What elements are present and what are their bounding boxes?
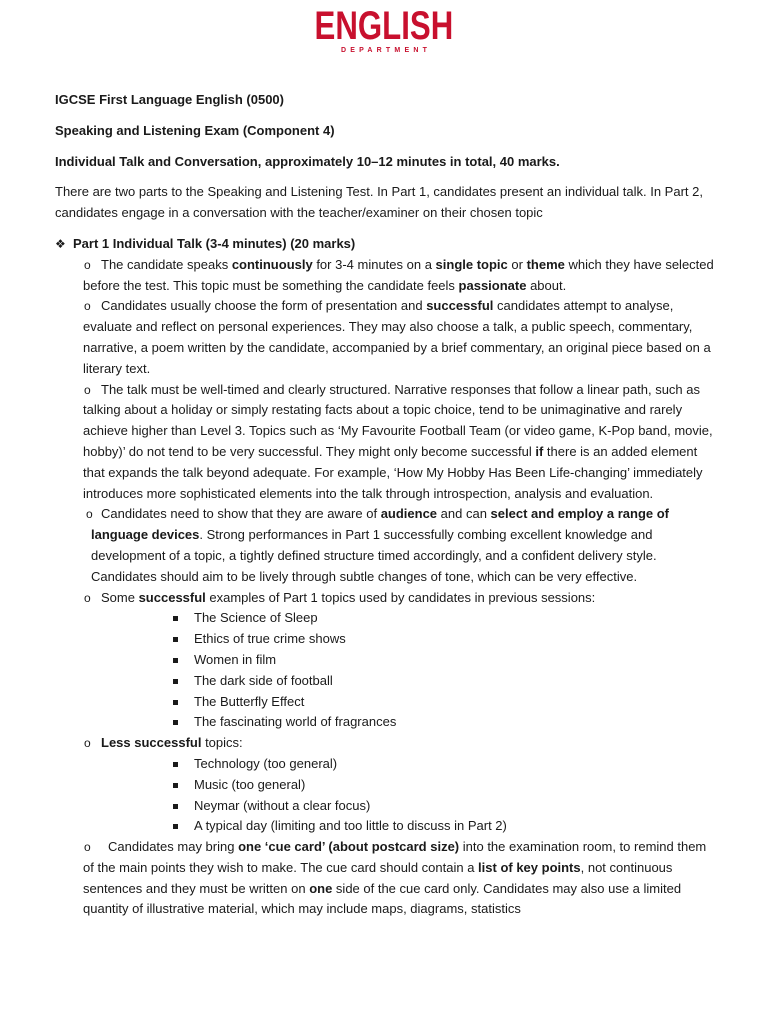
- circle-bullet-icon: o: [84, 257, 91, 272]
- diamond-bullet-icon: ❖: [55, 236, 66, 251]
- text-run-bold: list of key points: [478, 859, 581, 875]
- text-run: The candidate speaks: [101, 256, 232, 272]
- text-run-bold: one ‘cue card’ (about postcard size): [238, 839, 460, 855]
- text-run: examples of Part 1 topics used by candidates in previous sessions:: [205, 589, 596, 605]
- circle-bullet-icon: o: [84, 382, 91, 397]
- text-run-bold: theme: [526, 256, 565, 272]
- text-run-bold: successful: [426, 298, 494, 314]
- text-run-bold: audience: [380, 506, 438, 522]
- text-run: . Strong performances in Part 1 successfully combing excellent knowledge and development of a topic, a tightly defined structure timed accordingly, and a confident delivery style. Candidates should aim to be lively through subtle changes of tone, which can be very effective.: [91, 527, 657, 584]
- circle-bullet-icon: o: [84, 590, 91, 605]
- text-run-bold: select and employ a range of language devices: [91, 506, 669, 543]
- text-run: about.: [526, 277, 567, 293]
- intro-paragraph: There are two parts to the Speaking and Listening Test. In Part 1, candidates present an individual talk. In Part 2, candidates engage in a conversation with the teacher/examiner on their chosen topic: [55, 184, 703, 221]
- text-run-bold: passionate: [458, 277, 527, 293]
- text-run-bold: single topic: [435, 256, 508, 272]
- part1-heading-text: Part 1 Individual Talk (3-4 minutes) (20 marks): [73, 235, 356, 251]
- text-run-bold: if: [535, 443, 544, 459]
- logo-title: ENGLISH: [314, 4, 454, 48]
- text-run: The talk must be well-timed and clearly structured. Narrative responses that follow a linear path, such as talking about a holiday or simply restating facts about a topic choice, tend to be unimaginative and rarely achieve higher than Level 3. Topics such as ‘My Favourite Football Team (or video game, K-Pop band, movie, hobby)’ do not tend to be very successful. They might only become successful: [83, 381, 713, 459]
- bullet-audience: [55, 504, 715, 587]
- list-item: Neymar (without a clear focus): [55, 796, 715, 817]
- list-item: The Science of Sleep: [55, 608, 715, 629]
- bullet-structure: [55, 380, 715, 505]
- text-run: there is an added element that expands the talk beyond adequate. For example, ‘How My Hobby Has Been Life-changing’ immediately introduces more sophisticated elements into the talk through introspection, analysis and evaluation.: [83, 443, 703, 501]
- list-item: The Butterfly Effect: [55, 692, 715, 713]
- bullet-continuous: [55, 255, 715, 297]
- bullet-cue-card: [55, 837, 715, 920]
- list-item: Women in film: [55, 650, 715, 671]
- circle-bullet-icon: o: [84, 840, 91, 855]
- text-run-bold: Less successful: [101, 735, 202, 751]
- format-heading: Individual Talk and Conversation, approximately 10–12 minutes in total, 40 marks.: [55, 153, 560, 169]
- list-item: Ethics of true crime shows: [55, 629, 715, 650]
- text-run: side of the cue card only. Candidates may also use a limited quantity of illustrative material, which may include maps, diagrams, statistics: [83, 880, 682, 917]
- department-logo: [0, 6, 768, 54]
- successful-topics-list: [55, 608, 715, 733]
- text-run-bold: continuously: [231, 256, 313, 272]
- bullet-presentation-form: [55, 296, 715, 379]
- circle-bullet-icon: o: [84, 736, 91, 751]
- list-item: A typical day (limiting and too little to discuss in Part 2): [55, 816, 715, 837]
- text-run-bold: successful: [138, 589, 206, 605]
- part1-heading: [55, 234, 715, 255]
- text-run: into the examination room, to remind them of the main points they wish to make. The cue card should contain a: [83, 839, 707, 875]
- list-item: The fascinating world of fragrances: [55, 712, 715, 733]
- text-run: topics:: [201, 735, 243, 751]
- less-successful-topics-list: [55, 754, 715, 837]
- text-run-bold: one: [309, 880, 333, 896]
- logo-subtitle: DEPARTMENT: [340, 47, 432, 54]
- list-item: The dark side of football: [55, 671, 715, 692]
- exam-heading: Speaking and Listening Exam (Component 4): [55, 122, 335, 138]
- document-body: [55, 90, 715, 920]
- text-run: Candidates may bring: [108, 839, 239, 855]
- circle-bullet-icon: o: [86, 507, 93, 522]
- course-heading: IGCSE First Language English (0500): [55, 92, 284, 107]
- circle-bullet-icon: o: [84, 299, 91, 314]
- text-run: which they have selected before the test. This topic must be something the candidate feels: [83, 256, 714, 293]
- text-run: Some: [101, 589, 139, 605]
- bullet-less-successful: [55, 733, 715, 754]
- list-item: Technology (too general): [55, 754, 715, 775]
- text-run: for 3-4 minutes on a: [312, 256, 436, 272]
- text-run: or: [507, 256, 527, 272]
- text-run: , not continuous sentences and they must be written on: [83, 859, 673, 896]
- text-run: candidates attempt to analyse, evaluate and reflect on personal experiences. They may also choose a talk, a public speech, commentary, narrative, a poem written by the candidate, accompanied by a brief commentary, an original piece based on a literary text.: [83, 298, 711, 376]
- list-item: Music (too general): [55, 775, 715, 796]
- text-run: and can: [437, 506, 491, 522]
- text-run: Candidates need to show that they are aware of: [101, 506, 381, 522]
- text-run: Candidates usually choose the form of presentation and: [101, 298, 427, 314]
- bullet-successful-examples: [55, 588, 715, 609]
